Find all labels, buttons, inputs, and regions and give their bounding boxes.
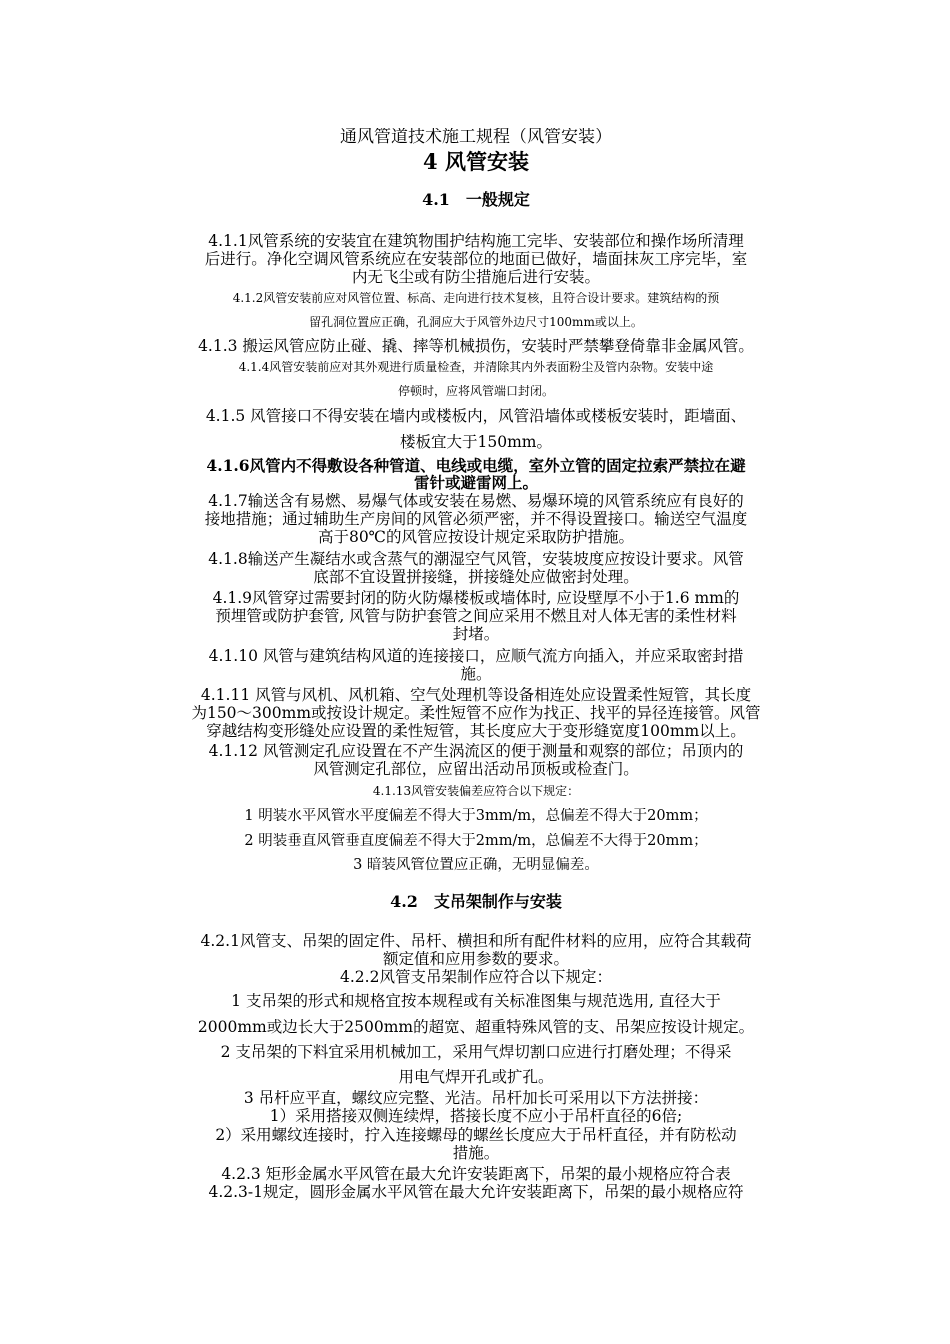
paragraph-line: 1）采用搭接双侧连续焊，搭接长度不应小于吊杆直径的6倍;	[269, 1108, 683, 1125]
paragraph-line: 2000mm或边长大于2500mm的超宽、超重特殊风管的支、吊架应按设计规定。	[197, 1019, 755, 1036]
paragraph-line: 4.1.8输送产生凝结水或含蒸气的潮湿空气风管，安装坡度应按设计要求。风管	[208, 551, 744, 568]
paragraph-line: 4.1.7输送含有易燃、易爆气体或安装在易燃、易爆环境的风管系统应有良好的	[208, 493, 744, 510]
paragraph-line: 3 暗装风管位置应正确，无明显偏差。	[353, 857, 599, 873]
paragraph-line: 接地措施；通过辅助生产房间的风管必须严密，并不得设置接口。输送空气温度	[204, 511, 748, 528]
paragraph-line: 4.1.1风管系统的安装宜在建筑物围护结构施工完毕、安装部位和操作场所清理	[208, 233, 744, 250]
paragraph-line: 留孔洞位置应正确，孔洞应大于风管外边尺寸100mm或以上。	[309, 316, 643, 329]
paragraph-line: 2 明装垂直风管垂直度偏差不得大于2mm/m，总偏差不大得于20mm；	[244, 833, 708, 849]
paragraph-line: 2 支吊架的下料宜采用机械加工，采用气焊切割口应进行打磨处理；不得采	[220, 1044, 732, 1061]
paragraph-line: 4.1.13风管安装偏差应符合以下规定：	[372, 785, 580, 798]
paragraph-line: 4.1.5 风管接口不得安装在墙内或楼板内，风管沿墙体或楼板安装时，距墙面、	[205, 408, 747, 425]
paragraph-line: 风管测定孔部位，应留出活动吊顶板或检查门。	[313, 761, 639, 778]
paragraph-line: 4.1.10 风管与建筑结构风道的连接接口，应顺气流方向插入，并应采取密封措	[208, 648, 744, 665]
paragraph-line: 4.2.3 矩形金属水平风管在最大允许安装距离下，吊架的最小规格应符合表	[221, 1166, 731, 1183]
paragraph-line: 为150～300mm或按设计规定。柔性短管不应作为找正、找平的异径连接管。风管	[191, 705, 761, 722]
paragraph-line: 3 吊杆应平直，螺纹应完整、光洁。吊杆加长可采用以下方法拼接：	[243, 1090, 709, 1107]
paragraph-line: 底部不宜设置拼接缝，拼接缝处应做密封处理。	[313, 569, 639, 586]
paragraph-line: 额定值和应用参数的要求。	[382, 951, 569, 968]
paragraph-line: 雷针或避雷网上。	[413, 474, 538, 492]
paragraph-line: 4.1.4风管安装前应对其外观进行质量检查，并清除其内外表面粉尘及管内杂物。安装中途	[238, 361, 714, 374]
paragraph-line: 用电气焊开孔或扩孔。	[398, 1069, 554, 1086]
paragraph-line: 4.2.3-1规定，圆形金属水平风管在最大允许安装距离下，吊架的最小规格应符	[208, 1184, 744, 1201]
paragraph-line: 1 支吊架的形式和规格宜按本规程或有关标准图集与规范选用, 直径大于	[231, 993, 721, 1010]
paragraph-line: 1 明装水平风管水平度偏差不得大于3mm/m，总偏差不得大于20mm；	[244, 808, 708, 824]
paragraph-line: 2）采用螺纹连接时，拧入连接螺母的螺丝长度应大于吊杆直径，并有防松动	[215, 1127, 737, 1144]
paragraph-line: 高于80℃的风管应按设计规定采取防护措施。	[317, 529, 635, 546]
section-heading-4-2: 4.2 支吊架制作与安装	[390, 893, 562, 911]
paragraph-line: 内无飞尘或有防尘措施后进行安装。	[351, 269, 600, 286]
paragraph-line: 后进行。净化空调风管系统应在安装部位的地面已做好，墙面抹灰工序完毕，室	[204, 251, 748, 268]
paragraph-line: 封堵。	[452, 626, 500, 643]
paragraph-line: 4.1.12 风管测定孔应设置在不产生涡流区的便于测量和观察的部位；吊顶内的	[208, 743, 744, 760]
paragraph-line: 4.1.2风管安装前应对风管位置、标高、走向进行技术复核，且符合设计要求。建筑结构的预	[232, 292, 720, 305]
paragraph-line: 楼板宜大于150mm。	[400, 434, 552, 451]
paragraph-line: 4.2.1风管支、吊架的固定件、吊杆、横担和所有配件材料的应用，应符合其载荷	[200, 933, 752, 950]
paragraph-line: 4.1.11 风管与风机、风机箱、空气处理机等设备相连处应设置柔性短管，其长度	[200, 687, 752, 704]
document-title: 通风管道技术施工规程（风管安装）	[340, 128, 612, 147]
paragraph-line: 预埋管或防护套管, 风管与防护套管之间应采用不燃且对人体无害的柔性材料	[215, 608, 737, 625]
paragraph-line: 措施。	[452, 1145, 500, 1162]
paragraph-line: 4.1.9风管穿过需要封闭的防火防爆楼板或墙体时, 应设壁厚不小于1.6 mm的	[212, 590, 740, 607]
paragraph-line: 穿越结构变形缝处应设置的柔性短管，其长度应大于变形缝宽度100mm以上。	[206, 723, 746, 740]
paragraph-line: 停顿时，应将风管端口封闭。	[397, 385, 554, 398]
paragraph-line: 4.2.2风管支吊架制作应符合以下规定：	[340, 969, 612, 986]
paragraph-line: 施。	[460, 666, 492, 683]
section-heading-4-1: 4.1 一般规定	[422, 191, 530, 209]
paragraph-line: 4.1.6风管内不得敷设各种管道、电线或电缆，室外立管的固定拉索严禁拉在避	[206, 457, 746, 475]
paragraph-line: 4.1.3 搬运风管应防止碰、撬、摔等机械损伤，安装时严禁攀登倚靠非金属风管。	[198, 338, 754, 355]
chapter-title: 4 风管安装	[423, 150, 529, 174]
